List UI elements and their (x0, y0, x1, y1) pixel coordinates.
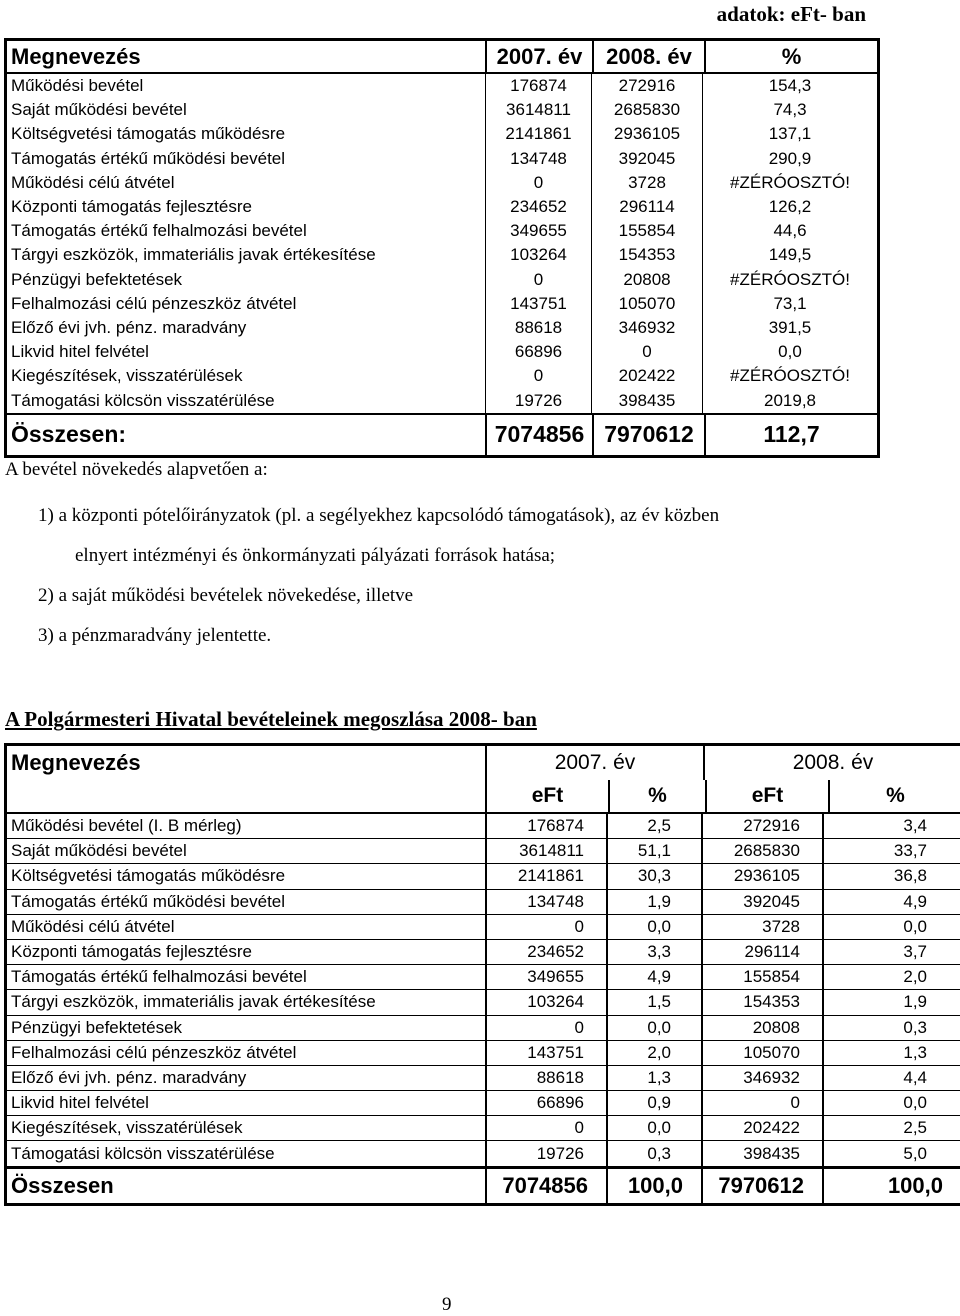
value-2007: 3614811 (485, 98, 591, 122)
table-row (7, 388, 877, 412)
value-2007: 19726 (485, 388, 591, 412)
value-2008: 20808 (591, 268, 702, 292)
row-label: Kiegészítések, visszatérülések (11, 1118, 243, 1138)
row-label: Saját működési bevétel (11, 100, 187, 120)
table-row (7, 915, 960, 940)
value-2008: 155854 (591, 219, 702, 243)
pct-2007: 0,3 (606, 1141, 701, 1165)
row-label: Tárgyi eszközök, immateriális javak értékesítése (11, 992, 376, 1012)
eft-2008: 392045 (701, 890, 822, 914)
value-2008: 2685830 (591, 98, 702, 122)
value-percent: 74,3 (702, 98, 877, 122)
table-row (7, 74, 877, 98)
value-2007: 349655 (485, 219, 591, 243)
total-pct-2007: 100,0 (606, 1169, 701, 1203)
row-label: Saját működési bevétel (11, 841, 187, 861)
table-row (7, 864, 960, 889)
table-body (7, 814, 960, 1167)
value-percent: 2019,8 (702, 388, 877, 412)
value-percent: #ZÉRÓOSZTÓ! (702, 268, 877, 292)
row-label: Központi támogatás fejlesztésre (11, 197, 252, 217)
table-body (7, 74, 877, 413)
pct-2007: 0,0 (606, 1116, 701, 1140)
pct-2007: 2,0 (606, 1041, 701, 1065)
eft-2007: 19726 (485, 1141, 606, 1165)
header-percent: % (704, 41, 877, 72)
table-row (7, 219, 877, 243)
header-pct-2007: % (608, 780, 705, 812)
table-row (7, 990, 960, 1015)
row-label: Központi támogatás fejlesztésre (11, 942, 252, 962)
eft-2007: 0 (485, 1016, 606, 1040)
pct-2008: 2,0 (822, 965, 960, 989)
row-label: Pénzügyi befektetések (11, 269, 183, 289)
table-row (7, 1116, 960, 1141)
eft-2008: 296114 (701, 940, 822, 964)
row-label: Támogatás értékű működési bevétel (11, 148, 286, 168)
table-row (7, 340, 877, 364)
table-row (7, 122, 877, 146)
pct-2008: 0,0 (822, 1091, 960, 1115)
pct-2007: 1,5 (606, 990, 701, 1014)
header-name: Megnevezés (11, 43, 141, 69)
table-total-row (7, 1167, 960, 1203)
header-2007: 2007. év (485, 41, 592, 72)
pct-2007: 1,9 (606, 890, 701, 914)
value-percent: 290,9 (702, 147, 877, 171)
pct-2008: 0,0 (822, 915, 960, 939)
table-row (7, 147, 877, 171)
table-row (7, 839, 960, 864)
value-2008: 0 (591, 340, 702, 364)
narrative-item-2: 2) a saját működési bevételek növekedése, illetve (38, 585, 414, 606)
row-label: Kiegészítések, visszatérülések (11, 366, 243, 386)
value-2008: 3728 (591, 171, 702, 195)
value-2007: 88618 (485, 316, 591, 340)
row-label: Támogatási kölcsön visszatérülése (11, 390, 275, 410)
header-pct-2008: % (828, 780, 960, 812)
value-2007: 143751 (485, 292, 591, 316)
header-eft-2007: eFt (485, 780, 608, 812)
row-label: Előző évi jvh. pénz. maradvány (11, 317, 247, 337)
narrative-item-1-cont: elnyert intézményi és önkormányzati pályázati források hatása; (75, 545, 556, 566)
eft-2008: 105070 (701, 1041, 822, 1065)
row-label: Támogatás értékű felhalmozási bevétel (11, 967, 307, 987)
eft-2008: 0 (701, 1091, 822, 1115)
row-label: Működési bevétel (I. B mérleg) (11, 816, 242, 836)
pct-2008: 36,8 (822, 864, 960, 888)
table-row (7, 292, 877, 316)
eft-2008: 398435 (701, 1141, 822, 1165)
value-2008: 272916 (591, 74, 702, 98)
revenue-distribution-table (4, 743, 960, 1206)
pct-2007: 51,1 (606, 839, 701, 863)
table-row (7, 890, 960, 915)
value-2008: 2936105 (591, 122, 702, 146)
total-pct-2008: 100,0 (822, 1169, 960, 1203)
pct-2007: 0,9 (606, 1091, 701, 1115)
table-row (7, 814, 960, 839)
pct-2008: 5,0 (822, 1141, 960, 1165)
header-name: Megnevezés (11, 750, 141, 775)
eft-2007: 143751 (485, 1041, 606, 1065)
value-2007: 2141861 (485, 122, 591, 146)
value-percent: 44,6 (702, 219, 877, 243)
pct-2008: 3,4 (822, 814, 960, 838)
table-header-units (7, 780, 960, 814)
row-label: Előző évi jvh. pénz. maradvány (11, 1067, 247, 1087)
value-2007: 0 (485, 268, 591, 292)
total-2008: 7970612 (592, 415, 704, 455)
row-label: Felhalmozási célú pénzeszköz átvétel (11, 1042, 297, 1062)
value-2008: 392045 (591, 147, 702, 171)
row-label: Költségvetési támogatás működésre (11, 124, 286, 144)
value-percent: 391,5 (702, 316, 877, 340)
value-percent: 137,1 (702, 122, 877, 146)
header-2008: 2008. év (592, 41, 704, 72)
eft-2007: 2141861 (485, 864, 606, 888)
pct-2007: 30,3 (606, 864, 701, 888)
eft-2007: 234652 (485, 940, 606, 964)
eft-2008: 154353 (701, 990, 822, 1014)
pct-2008: 0,3 (822, 1016, 960, 1040)
revenue-comparison-table (4, 38, 880, 458)
table-row (7, 1016, 960, 1041)
row-label: Felhalmozási célú pénzeszköz átvétel (11, 293, 297, 313)
value-2007: 66896 (485, 340, 591, 364)
pct-2008: 1,3 (822, 1041, 960, 1065)
eft-2007: 349655 (485, 965, 606, 989)
narrative-item-3: 3) a pénzmaradvány jelentette. (38, 625, 272, 646)
distribution-table-title: A Polgármesteri Hivatal bevételeinek megoszlása 2008- ban (5, 707, 537, 731)
row-label: Tárgyi eszközök, immateriális javak értékesítése (11, 245, 376, 265)
row-label: Támogatási kölcsön visszatérülése (11, 1143, 275, 1163)
table-row (7, 1041, 960, 1066)
value-2007: 176874 (485, 74, 591, 98)
eft-2008: 20808 (701, 1016, 822, 1040)
pct-2008: 1,9 (822, 990, 960, 1014)
eft-2008: 2936105 (701, 864, 822, 888)
pct-2008: 33,7 (822, 839, 960, 863)
eft-2007: 88618 (485, 1066, 606, 1090)
eft-2007: 103264 (485, 990, 606, 1014)
value-2008: 296114 (591, 195, 702, 219)
narrative-item-1: 1) a központi pótelőirányzatok (pl. a segélyekhez kapcsolódó támogatások), az év közben (38, 505, 720, 526)
table-row (7, 1066, 960, 1091)
page-number: 9 (442, 1294, 452, 1315)
total-eft-2008: 7970612 (701, 1169, 822, 1203)
value-2007: 134748 (485, 147, 591, 171)
row-label: Támogatás értékű működési bevétel (11, 891, 286, 911)
value-2008: 398435 (591, 388, 702, 412)
table-row (7, 1141, 960, 1166)
narrative-intro: A bevétel növekedés alapvetően a: (5, 459, 268, 480)
value-percent: #ZÉRÓOSZTÓ! (702, 171, 877, 195)
total-label: Összesen (11, 1172, 114, 1198)
value-percent: 73,1 (702, 292, 877, 316)
row-label: Likvid hitel felvétel (11, 342, 149, 362)
value-percent: 149,5 (702, 243, 877, 267)
eft-2007: 176874 (485, 814, 606, 838)
row-label: Pénzügyi befektetések (11, 1017, 183, 1037)
value-2008: 105070 (591, 292, 702, 316)
table-row (7, 243, 877, 267)
pct-2007: 0,0 (606, 1016, 701, 1040)
value-percent: 0,0 (702, 340, 877, 364)
eft-2008: 202422 (701, 1116, 822, 1140)
pct-2008: 2,5 (822, 1116, 960, 1140)
value-percent: 126,2 (702, 195, 877, 219)
pct-2008: 4,9 (822, 890, 960, 914)
pct-2007: 4,9 (606, 965, 701, 989)
value-2008: 202422 (591, 364, 702, 388)
header-eft-2008: eFt (705, 780, 828, 812)
table-row (7, 965, 960, 990)
value-2007: 234652 (485, 195, 591, 219)
header-2007: 2007. év (485, 746, 703, 780)
row-label: Költségvetési támogatás működésre (11, 866, 286, 886)
table-row (7, 316, 877, 340)
eft-2007: 3614811 (485, 839, 606, 863)
header-2008: 2008. év (703, 746, 960, 780)
row-label: Működési célú átvétel (11, 172, 175, 192)
unit-label: adatok: eFt- ban (716, 2, 866, 26)
pct-2007: 1,3 (606, 1066, 701, 1090)
value-2007: 0 (485, 171, 591, 195)
value-percent: #ZÉRÓOSZTÓ! (702, 364, 877, 388)
total-2007: 7074856 (485, 415, 592, 455)
eft-2007: 0 (485, 915, 606, 939)
total-label: Összesen: (11, 421, 127, 448)
value-2007: 0 (485, 364, 591, 388)
row-label: Működési bevétel (11, 76, 144, 96)
pct-2007: 3,3 (606, 940, 701, 964)
eft-2008: 155854 (701, 965, 822, 989)
value-2008: 154353 (591, 243, 702, 267)
table-header (7, 41, 877, 74)
eft-2007: 134748 (485, 890, 606, 914)
eft-2008: 272916 (701, 814, 822, 838)
pct-2007: 2,5 (606, 814, 701, 838)
table-row (7, 940, 960, 965)
table-row (7, 195, 877, 219)
eft-2008: 3728 (701, 915, 822, 939)
table-row (7, 268, 877, 292)
value-2008: 346932 (591, 316, 702, 340)
pct-2007: 0,0 (606, 915, 701, 939)
table-total-row (7, 413, 877, 455)
value-percent: 154,3 (702, 74, 877, 98)
table-row (7, 364, 877, 388)
eft-2008: 2685830 (701, 839, 822, 863)
row-label: Működési célú átvétel (11, 916, 175, 936)
table-row (7, 171, 877, 195)
total-percent: 112,7 (704, 415, 877, 455)
eft-2007: 0 (485, 1116, 606, 1140)
value-2007: 103264 (485, 243, 591, 267)
total-eft-2007: 7074856 (485, 1169, 606, 1203)
table-row (7, 98, 877, 122)
eft-2007: 66896 (485, 1091, 606, 1115)
pct-2008: 3,7 (822, 940, 960, 964)
table-header-years (7, 746, 960, 780)
table-row (7, 1091, 960, 1116)
eft-2008: 346932 (701, 1066, 822, 1090)
row-label: Likvid hitel felvétel (11, 1093, 149, 1113)
row-label: Támogatás értékű felhalmozási bevétel (11, 221, 307, 241)
pct-2008: 4,4 (822, 1066, 960, 1090)
